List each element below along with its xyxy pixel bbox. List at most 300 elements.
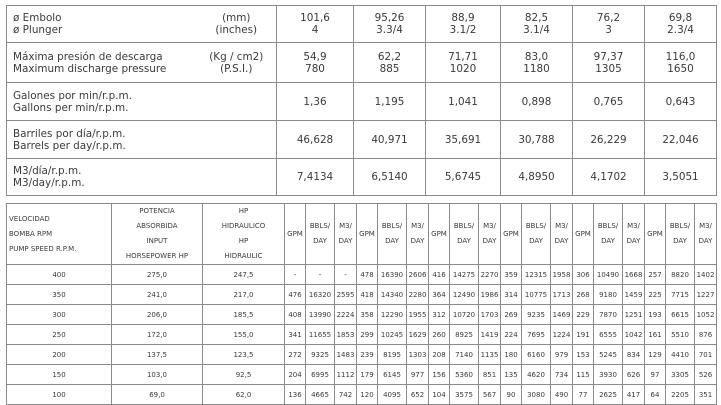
performance-cell: 12490 [450,285,479,305]
performance-cell: 250 [7,325,112,345]
performance-cell: 1955 [407,305,429,325]
performance-cell: 299 [357,325,378,345]
performance-cell: 1112 [335,365,357,385]
input-hp-header [112,204,203,265]
performance-cell: 229 [573,305,594,325]
performance-cell: 11655 [306,325,335,345]
input-hp-header-line: ABSORBIDA [136,222,178,230]
performance-cell: 4665 [306,385,335,405]
spec-value-cell [354,83,426,121]
spec-value: 116,0 [665,50,696,63]
performance-cell: 100 [7,385,112,405]
performance-cell: 5360 [450,365,479,385]
spec-value: 62,2 [377,50,402,63]
performance-cell: 9180 [594,285,623,305]
header-line: M3/ [411,222,424,230]
performance-cell: 193 [645,305,666,325]
performance-cell: 3575 [450,385,479,405]
spec-value: 780 [305,62,325,75]
performance-header-row [7,204,717,265]
performance-cell: 179 [357,365,378,385]
spec-row-unit [197,43,277,83]
spec-value: 1020 [449,62,477,75]
spec-value: 0,765 [593,95,624,108]
spec-value: 83,0 [524,50,549,63]
header-line: BBLS/ [453,222,475,230]
spec-row-label [7,121,197,159]
performance-cell: 6615 [666,305,695,325]
performance-cell: 62,0 [203,385,285,405]
spec-value-cell [573,43,645,83]
performance-cell: 7695 [522,325,551,345]
performance-cell: 7870 [594,305,623,325]
performance-cell: 135 [501,365,522,385]
performance-cell: 2280 [407,285,429,305]
spec-row-unit [197,6,277,43]
performance-cell: 115 [573,365,594,385]
spec-value: 82,5 [524,12,549,24]
spec-value-cell [501,83,573,121]
performance-cell: 2595 [335,285,357,305]
spec-value-cell [501,6,573,43]
performance-cell: 137,5 [112,345,203,365]
m3-day-header [623,204,645,265]
header-line: DAY [410,237,425,245]
spec-unit-line: (inches) [215,24,258,36]
bbls-day-header [666,204,695,265]
spec-value: 95,26 [374,12,405,24]
spec-value: 1650 [667,62,694,75]
header-line: DAY [338,237,353,245]
spec-label-line: Barriles por día/r.p.m. [13,127,126,140]
spec-value: 76,2 [596,12,621,24]
gpm-header: GPM [357,204,378,265]
performance-cell: 306 [573,265,594,285]
header-line: M3/ [483,222,496,230]
spec-value-cell [354,121,426,159]
header-line: DAY [673,237,687,245]
performance-cell: 150 [7,365,112,385]
spec-value: 4,8950 [518,171,555,183]
speed-header-line: PUMP SPEED R.P.M. [9,244,77,253]
performance-cell: 185,5 [203,305,285,325]
header-line: DAY [482,237,497,245]
performance-cell: 10490 [594,265,623,285]
performance-cell: 156 [429,365,450,385]
spec-value-cell [645,6,717,43]
performance-cell: 1853 [335,325,357,345]
performance-cell: 8195 [378,345,407,365]
spec-row [7,159,717,196]
performance-cell: 8820 [666,265,695,285]
spec-unit-line [199,128,275,140]
hydraulic-hp-header [203,204,285,265]
gpm-header: GPM [501,204,522,265]
performance-cell: 191 [573,325,594,345]
performance-cell: 408 [285,305,306,325]
gpm-header: GPM [285,204,306,265]
performance-cell: 92,5 [203,365,285,385]
spec-value: 54,9 [303,50,327,63]
performance-cell: 1251 [623,305,645,325]
performance-cell: 1402 [695,265,717,285]
performance-cell: 1958 [551,265,573,285]
hydraulic-hp-header-line: HIDRAULICO [221,222,266,230]
spec-row-label [7,6,197,43]
header-line: DAY [554,237,569,245]
spec-value: 6,5140 [371,171,408,183]
spec-value-cell [277,6,354,43]
spec-row [7,6,717,43]
performance-cell: 204 [285,365,306,385]
performance-row [7,385,717,405]
spec-value-cell [645,43,717,83]
gpm-header: GPM [645,204,666,265]
performance-cell: 208 [429,345,450,365]
performance-cell: 1459 [623,285,645,305]
performance-cell: 104 [429,385,450,405]
spec-value: 3.1/2 [449,24,477,36]
performance-cell: 90 [501,385,522,405]
performance-cell: 14340 [378,285,407,305]
performance-cell: 1227 [695,285,717,305]
spec-value: 101,6 [300,12,330,24]
spec-value: 3 [605,24,612,36]
spec-label-line: Galones por min/r.p.m. [13,89,132,102]
performance-cell: 876 [695,325,717,345]
spec-row-label [7,159,197,196]
header-line: BBLS/ [597,222,619,230]
spec-value: 2.3/4 [667,24,694,36]
performance-cell: 260 [429,325,450,345]
spec-unit-line [199,90,275,102]
spec-value-cell [354,159,426,196]
performance-cell: 478 [357,265,378,285]
performance-row [7,345,717,365]
performance-cell: 6555 [594,325,623,345]
performance-cell: 734 [551,365,573,385]
performance-cell: 2270 [479,265,501,285]
spec-row-unit [197,159,277,196]
performance-cell: 351 [695,385,717,405]
header-line: DAY [313,237,327,245]
performance-cell: 6160 [522,345,551,365]
header-line: BBLS/ [381,222,403,230]
performance-cell: 69,0 [112,385,203,405]
performance-row [7,365,717,385]
spec-value-cell [501,43,573,83]
spec-row [7,83,717,121]
performance-cell: - [306,265,335,285]
spec-row-unit [197,121,277,159]
performance-cell: 1629 [407,325,429,345]
spec-value: 1,36 [303,95,327,108]
specification-table [6,5,717,196]
header-line: M3/ [627,222,640,230]
performance-row [7,305,717,325]
performance-cell: 3305 [666,365,695,385]
m3-day-header [479,204,501,265]
header-line: DAY [385,237,399,245]
performance-cell: 4410 [666,345,695,365]
performance-cell: 742 [335,385,357,405]
performance-cell: 417 [623,385,645,405]
spec-value: 0,898 [521,95,552,108]
performance-cell: 977 [407,365,429,385]
bbls-day-header [378,204,407,265]
performance-cell: 341 [285,325,306,345]
spec-value-cell [354,6,426,43]
performance-cell: 5510 [666,325,695,345]
performance-cell: 6145 [378,365,407,385]
spec-label-line: Gallons per min/r.p.m. [13,101,129,114]
spec-value-cell [277,121,354,159]
performance-cell: 476 [285,285,306,305]
spec-value-cell [645,159,717,196]
performance-cell: 10720 [450,305,479,325]
speed-header-line: BOMBA RPM [9,229,53,238]
spec-label-line: Maximum discharge pressure [13,62,167,75]
header-line: DAY [698,237,713,245]
performance-cell: 225 [645,285,666,305]
performance-cell: 7715 [666,285,695,305]
performance-cell: 247,5 [203,265,285,285]
performance-cell: 239 [357,345,378,365]
spec-value-cell [277,43,354,83]
spec-unit-line [199,102,275,114]
header-line: DAY [529,237,543,245]
performance-cell: 350 [7,285,112,305]
spec-row [7,121,717,159]
performance-cell: 206,0 [112,305,203,325]
performance-cell: 12290 [378,305,407,325]
spec-value: 0,643 [665,95,696,108]
spec-label-line: Barrels per day/r.p.m. [13,139,126,152]
performance-cell: 359 [501,265,522,285]
speed-header [7,204,112,265]
m3-day-header [695,204,717,265]
performance-cell: 8925 [450,325,479,345]
spec-value-cell [426,159,501,196]
spec-value: 26,229 [590,133,627,146]
spec-value-cell [354,43,426,83]
performance-cell: 172,0 [112,325,203,345]
performance-cell: 155,0 [203,325,285,345]
header-line: M3/ [699,222,712,230]
spec-value: 71,71 [448,50,478,63]
header-line: BBLS/ [525,222,547,230]
spec-value-cell [645,83,717,121]
spec-value: 7,4134 [296,171,334,183]
spec-value: 1305 [595,62,622,75]
spec-value-cell [277,83,354,121]
performance-cell: 314 [501,285,522,305]
bbls-day-header [522,204,551,265]
spec-value: 1180 [523,62,550,75]
spec-unit-line [199,177,275,189]
performance-cell: 3930 [594,365,623,385]
performance-cell: 5245 [594,345,623,365]
performance-cell: 1224 [551,325,573,345]
spec-value: 1,041 [448,95,478,108]
performance-cell: 268 [573,285,594,305]
spec-value-cell [573,83,645,121]
spec-value: 3,5051 [662,171,699,183]
spec-row-unit [197,83,277,121]
spec-value-cell [426,43,501,83]
header-line: DAY [626,237,641,245]
spec-label-line: M3/day/r.p.m. [13,177,85,189]
performance-cell: 400 [7,265,112,285]
spec-value: 3.1/4 [523,24,550,36]
performance-cell: 272 [285,345,306,365]
m3-day-header [551,204,573,265]
performance-cell: 567 [479,385,501,405]
performance-cell: 300 [7,305,112,325]
performance-cell: 97 [645,365,666,385]
performance-cell: 652 [407,385,429,405]
performance-cell: 4620 [522,365,551,385]
performance-cell: 364 [429,285,450,305]
performance-cell: 312 [429,305,450,325]
input-hp-header-line: HORSEPOWER HP [125,252,189,260]
performance-cell: - [335,265,357,285]
performance-cell: 6995 [306,365,335,385]
performance-cell: 9325 [306,345,335,365]
spec-unit-line: (mm) [222,12,251,24]
spec-value-cell [573,6,645,43]
performance-cell: 9235 [522,305,551,325]
performance-cell: 200 [7,345,112,365]
performance-cell: 180 [501,345,522,365]
spec-value-cell [426,121,501,159]
input-hp-header-line: INPUT [146,237,168,245]
spec-value-cell [573,121,645,159]
performance-cell: 1668 [623,265,645,285]
performance-row [7,265,717,285]
spec-value: 22,046 [662,133,699,146]
performance-cell: 153 [573,345,594,365]
spec-label-line: ø Plunger [13,24,63,36]
performance-cell: 2606 [407,265,429,285]
bbls-day-header [450,204,479,265]
bbls-day-header [306,204,335,265]
spec-row-label [7,43,197,83]
performance-cell: 12315 [522,265,551,285]
performance-cell: 1135 [479,345,501,365]
spec-value-cell [573,159,645,196]
input-hp-header-line: POTENCIA [139,207,175,215]
spec-row-label [7,83,197,121]
header-line: BBLS/ [309,222,331,230]
spec-label-line: ø Embolo [13,12,62,24]
spec-unit-line: (Kg / cm2) [209,50,264,63]
performance-cell: 1303 [407,345,429,365]
performance-cell: 834 [623,345,645,365]
performance-cell: 241,0 [112,285,203,305]
spec-value: 4 [311,24,319,36]
performance-cell: 526 [695,365,717,385]
speed-header-line: VELOCIDAD [9,214,50,223]
performance-cell: 701 [695,345,717,365]
performance-cell: 626 [623,365,645,385]
m3-day-header [335,204,357,265]
performance-cell: 123,5 [203,345,285,365]
performance-cell: 979 [551,345,573,365]
performance-table [6,203,717,405]
spec-value: 4,1702 [590,171,627,183]
performance-cell: 1042 [623,325,645,345]
performance-cell: 275,0 [112,265,203,285]
hydraulic-hp-header-line: HIDRAULIC [224,252,263,260]
m3-day-header [407,204,429,265]
performance-cell: 64 [645,385,666,405]
spec-unit-line [199,140,275,152]
performance-cell: 4095 [378,385,407,405]
performance-cell: 7140 [450,345,479,365]
performance-cell: 103,0 [112,365,203,385]
performance-cell: 2205 [666,385,695,405]
performance-cell: - [285,265,306,285]
performance-cell: 2625 [594,385,623,405]
performance-cell: 1483 [335,345,357,365]
spec-label-line: M3/día/r.p.m. [13,165,82,177]
spec-unit-line: (P.S.I.) [220,62,253,75]
header-line: M3/ [555,222,568,230]
performance-cell: 3080 [522,385,551,405]
spec-label-line: Máxima presión de descarga [13,50,163,63]
performance-cell: 416 [429,265,450,285]
performance-cell: 10775 [522,285,551,305]
hydraulic-hp-header-line: HP [238,237,249,245]
spec-unit-line [199,165,275,177]
performance-cell: 1419 [479,325,501,345]
spec-value-cell [426,6,501,43]
performance-cell: 77 [573,385,594,405]
spec-value: 97,37 [593,50,624,63]
performance-cell: 10245 [378,325,407,345]
header-line: DAY [601,237,615,245]
header-line: BBLS/ [669,222,691,230]
spec-row [7,43,717,83]
performance-cell: 418 [357,285,378,305]
spec-value-cell [277,159,354,196]
spec-value-cell [645,121,717,159]
header-line: M3/ [339,222,352,230]
performance-cell: 1469 [551,305,573,325]
performance-cell: 129 [645,345,666,365]
spec-value: 1,195 [374,95,405,108]
spec-value-cell [501,121,573,159]
performance-cell: 224 [501,325,522,345]
performance-cell: 217,0 [203,285,285,305]
spec-value: 5,6745 [444,171,482,183]
performance-row [7,325,717,345]
spec-value-cell [426,83,501,121]
hydraulic-hp-header-line: HP [238,207,249,215]
performance-cell: 1713 [551,285,573,305]
performance-cell: 358 [357,305,378,325]
performance-cell: 13990 [306,305,335,325]
spec-value: 88,9 [451,12,475,24]
performance-cell: 120 [357,385,378,405]
performance-cell: 2224 [335,305,357,325]
performance-cell: 136 [285,385,306,405]
performance-cell: 851 [479,365,501,385]
gpm-header: GPM [429,204,450,265]
spec-value: 40,971 [371,133,408,146]
performance-cell: 269 [501,305,522,325]
